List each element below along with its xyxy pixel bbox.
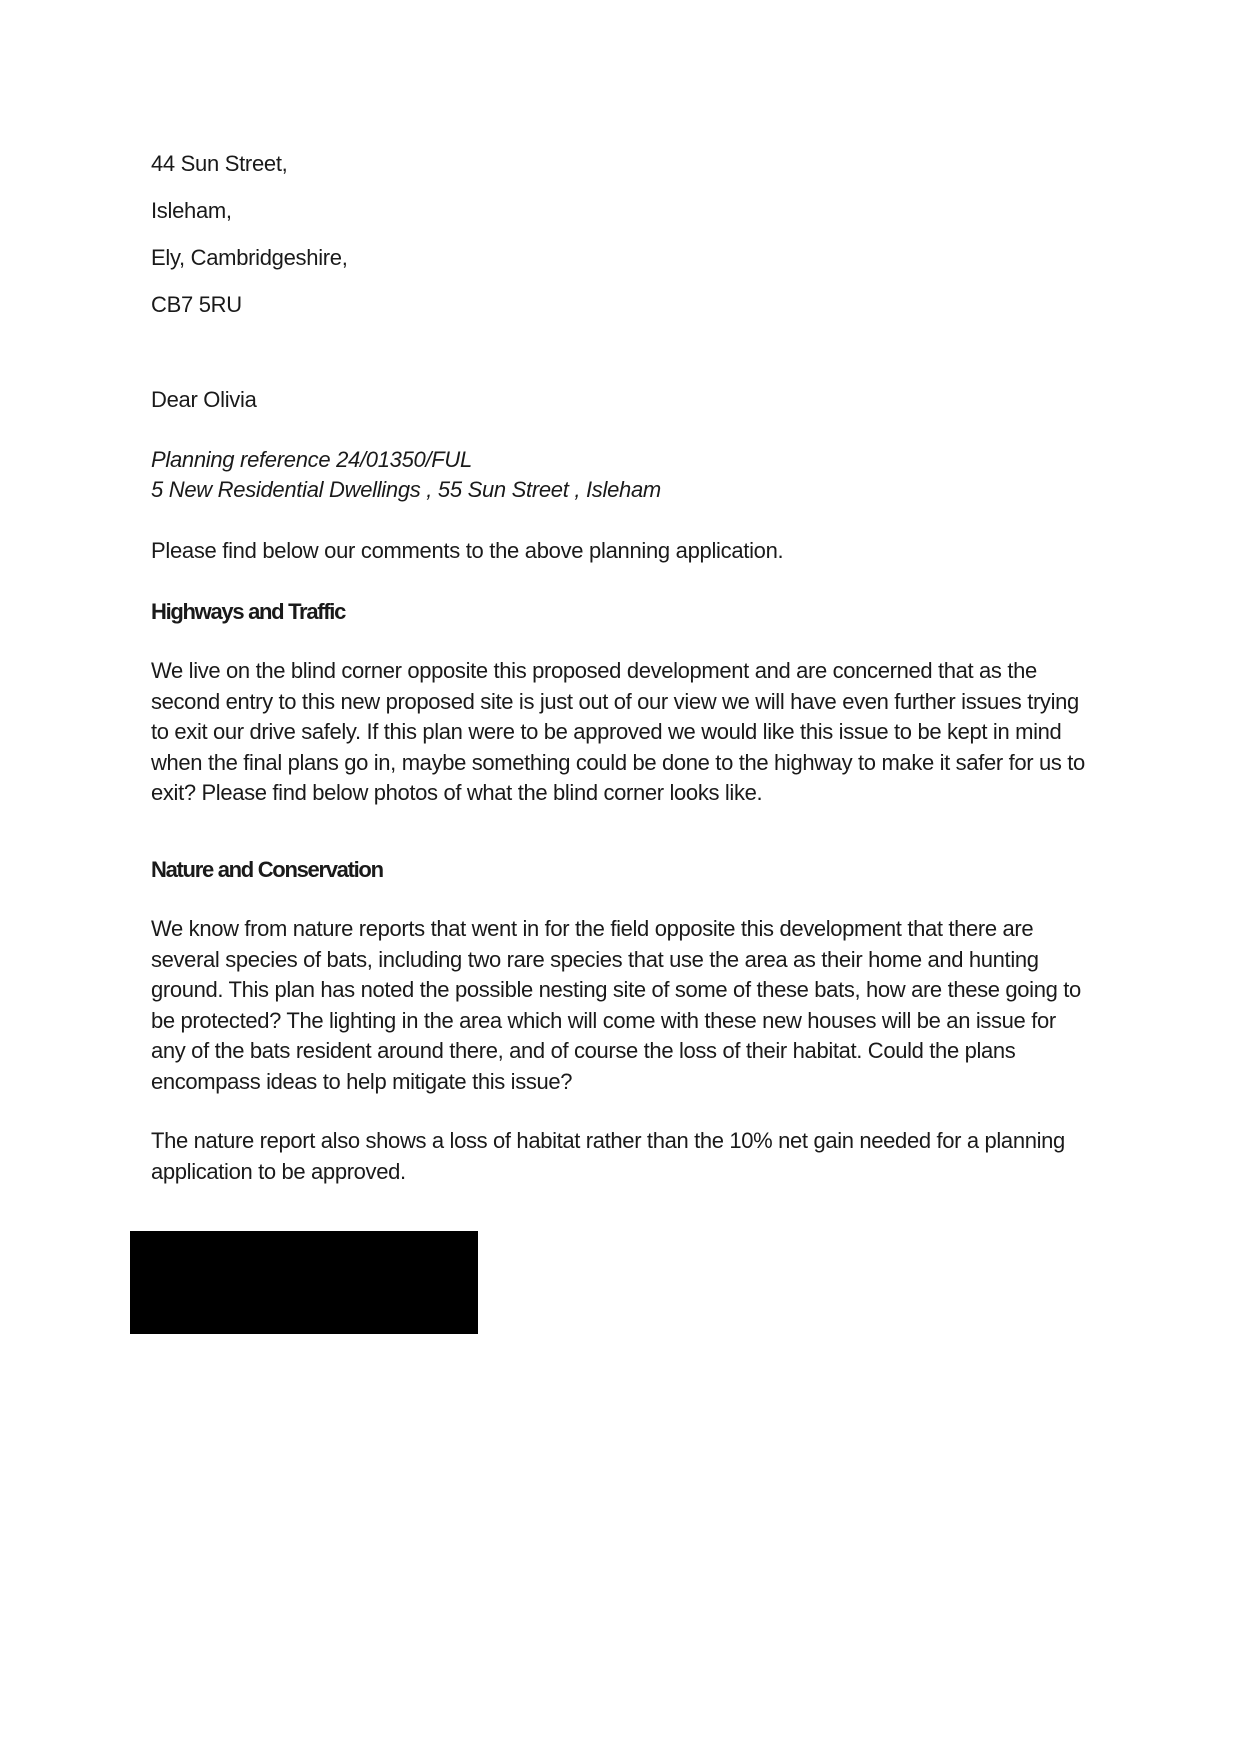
paragraph-line: encompass ideas to help mitigate this issue?: [151, 1068, 573, 1094]
paragraph-line: be protected? The lighting in the area which will come with these new houses will be an issue for: [151, 1007, 1056, 1033]
section-heading-nature: Nature and Conservation: [151, 857, 383, 882]
address-line-1: 44 Sun Street,: [151, 151, 288, 176]
section-heading-highways: Highways and Traffic: [151, 599, 346, 624]
development-description: 5 New Residential Dwellings , 55 Sun Street , Isleham: [151, 477, 661, 502]
salutation: Dear Olivia: [151, 387, 257, 412]
highways-paragraph: [151, 656, 1091, 809]
planning-reference: Planning reference 24/01350/FUL: [151, 447, 472, 472]
intro-text: Please find below our comments to the above planning application.: [151, 538, 784, 563]
paragraph-line: to exit our drive safely. If this plan were to be approved we would like this issue to be kept in mind: [151, 719, 1062, 744]
paragraph-line: exit? Please find below photos of what the blind corner looks like.: [151, 780, 763, 805]
nature-paragraph-1: [151, 914, 1091, 1097]
nature-paragraph-2: [151, 1126, 1091, 1187]
address-line-2: Isleham,: [151, 198, 232, 223]
paragraph-line: when the final plans go in, maybe something could be done to the highway to make it safer for us to: [151, 749, 1085, 775]
address-postcode: CB7 5RU: [151, 292, 242, 317]
paragraph-line: application to be approved.: [151, 1158, 406, 1184]
paragraph-line: several species of bats, including two rare species that use the area as their home and hunting: [151, 946, 1039, 972]
paragraph-line: The nature report also shows a loss of habitat rather than the 10% net gain needed for a planning: [151, 1128, 1065, 1153]
paragraph-line: ground. This plan has noted the possible nesting site of some of these bats, how are these going to: [151, 977, 1081, 1002]
redacted-signature-block: [130, 1231, 478, 1334]
paragraph-line: We live on the blind corner opposite this proposed development and are concerned that as the: [151, 658, 1037, 683]
paragraph-line: any of the bats resident around there, and of course the loss of their habitat. Could the plans: [151, 1038, 1016, 1063]
paragraph-line: We know from nature reports that went in for the field opposite this development that there are: [151, 916, 1034, 941]
address-line-3: Ely, Cambridgeshire,: [151, 245, 348, 270]
paragraph-line: second entry to this new proposed site is just out of our view we will have even further issues trying: [151, 688, 1079, 714]
